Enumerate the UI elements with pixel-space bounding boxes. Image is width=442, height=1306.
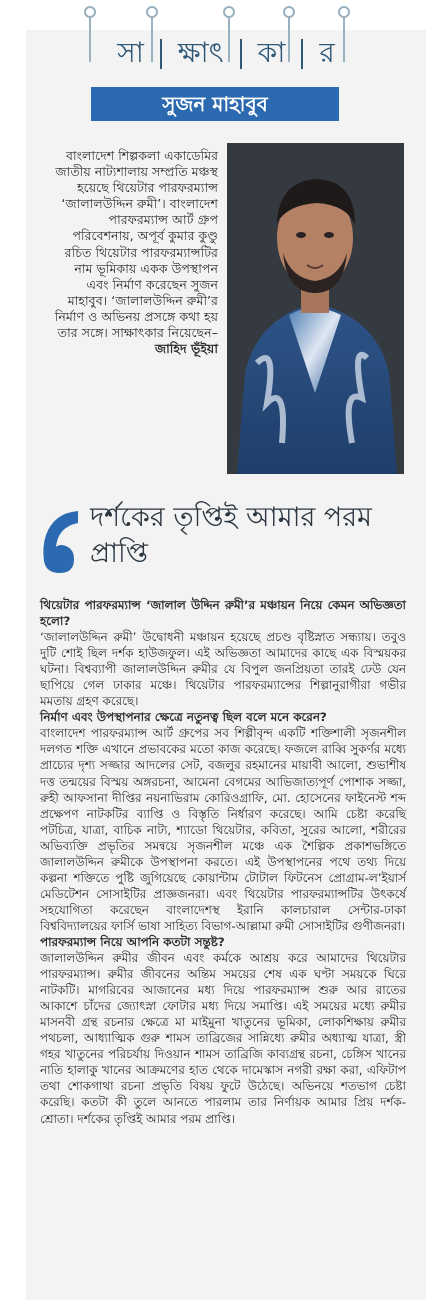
byline: সুজন মাহাবুব	[91, 87, 339, 121]
answer: ‘জালালউদ্দিন রুমী’ উদ্বোধনী মঞ্চায়ন হয়েছে প্রচণ্ড বৃষ্টিস্নাত সন্ধ্যায়। তবুও দুটি শোই ছিল দর্শক হাউজফুল। এই অভিজ্ঞতা আমাদের কাছে এক বিস্ময়কর ঘটনা। বিশ্বব্যাপী জালালউদ্দিন রুমীর যে বিপুল জনপ্রিয়তা তারই ঢেউ যেন ছাপিয়ে গেল ঢাকার মঞ্চে। থিয়েটার পারফরম্যান্সের শিল্পানুরাগীরা গভীর মমতায় গ্রহণ করেছে।	[40, 630, 406, 709]
section-title-syllable: ক্ষাৎ	[177, 35, 224, 69]
intro-paragraph	[50, 148, 218, 357]
portrait-photo	[227, 143, 404, 474]
answer: জালালউদ্দিন রুমীর জীবন এবং কর্মকে আশ্রয় করে আমাদের থিয়েটার পারফরম্যান্স। রুমীর জীবনের অন্তিম সময়ের শেষ এক ঘণ্টা সময়কে ঘিরে নাটকটি। মাগরিবের আজানের মধ্য দিয়ে পারফরম্যান্স শুরু আর রাতের আকাশে চাঁদের জ্যোৎস্না ফোটার মধ্য দিয়ে সমাপ্তি। এই সময়ের মধ্যে রুমীর মাসনবী গ্রন্থ রচনার ক্ষেত্রে মা মাইমুনা খাতুনের ভূমিকা, লোকশিক্ষায় রুমীর পথচলা, আধ্যাত্মিক গুরু শামস তাব্রিজের সান্নিধ্যে রুমীর অধ্যাত্ম যাত্রা, স্ত্রী গহর খাতুনের পরিচর্যায় দিওয়ান শামস তাব্রিজি কাব্যগ্রন্থ রচনা, চেঙ্গিস খানের নাতি হালাকু খানের আক্রমণের হাত থেকে দামেস্কাস নগরী রক্ষা করা, এফিটাপ তথা শোকগাথা রচনা প্রভৃতি বিষয় ফুটে উঠেছে। অভিনয়ে শতভাগ চেষ্টা করেছি। কতটা কী তুলে আনতে পারলাম তার নির্ণায়ক আমার প্রিয় দর্শক-শ্রোতা। দর্শকের তৃপ্তিই আমার পরম প্রাপ্তি।	[40, 951, 406, 1126]
answer: বাংলাদেশ পারফরম্যান্স আর্ট গ্রুপের সব শিল্পীবৃন্দ একটি শক্তিশালী সৃজনশীল দলগত শক্তি এখানে প্রভাবকের মতো কাজ করেছে। ফজলে রাব্বি সুকর্ণর মধ্যে প্রাচ্যের দৃশ্য সজ্জার আদলের সেট, বজলুর রহমানের মায়াবী আলো, শুভাশীষ দত্ত তন্ময়ের বিস্ময় অঙ্গরচনা, আমেনা বেগমের আভিজাত্যপূর্ণ পোশাক সজ্জা, রুহী আফসানা দীপ্তির নয়নাভিরাম কোরিওগ্রাফি, মো. হোসেনের ফাইনেস্ট শব্দ প্রক্ষেপণ নাটকটির ব্যাপ্তি ও বিস্তৃতি নির্ধারণ করেছে। আমি চেষ্টা করেছি পটচিত্র, যাত্রা, বাচিক নাট্য, শ্যাডো থিয়েটার, কবিতা, সুরের আলো, শরীরের অভিব্যক্তি প্রভৃতির সমন্বয়ে সৃজনশীল মঞ্চে এক শৈল্পিক প্রকাশভঙ্গিতে জালালউদ্দিন রুমীকে উপস্থাপনা করতে। এই উপস্থাপনের পথে তথ্য দিয়ে কল্পনা শক্তিতে পুষ্টি জুগিয়েছে কোয়ান্টাম টোটাল ফিটনেস প্রোগ্রাম-ল’ইয়ার্স মেডিটেশন সোসাইটির প্রাজ্ঞজনরা। এবং থিয়েটার পারফরম্যান্সটির উৎকর্ষে সহযোগিতা করেছেন বাংলাদেশস্থ ইরানি কালচারাল সেন্টার-ঢাকা বিশ্ববিদ্যালয়ের ফার্সি ভাষা সাহিত্য বিভাগ-আল্লামা রুমী সোসাইটির গুণীজনরা।	[40, 726, 406, 933]
intro-text: বাংলাদেশ শিল্পকলা একাডেমির জাতীয় নাট্যশালায় সম্প্রতি মঞ্চস্থ হয়েছে থিয়েটার পারফরম্যান্স ‘জালালউদ্দিন রুমী’। বাংলাদেশ পারফরম্যান্স আর্ট গ্রুপ পরিবেশনায়, অপূর্ব কুমার কুণ্ডু রচিত থিয়েটার পারফরম্যান্সটির নাম ভূমিকায় একক উপস্থাপন এবং নির্মাণ করেছেন সুজন মাহাবুব। ‘জালালউদ্দিন রুমী’র নির্মাণ ও অভিনয় প্রসঙ্গে কথা হয় তার সঙ্গে। সাক্ষাৎকার নিয়েছেন–	[54, 148, 218, 341]
interviewer-name: জাহিদ ভূঁইয়া	[154, 341, 218, 357]
section-title	[26, 36, 426, 72]
section-title-syllable: কা	[257, 35, 286, 69]
headline: দর্শকের তৃপ্তিই আমার পরম প্রাপ্তি	[90, 502, 373, 569]
question: নির্মাণ এবং উপস্থাপনার ক্ষেত্রে নতুনত্ব ছিল বলে মনে করেন?	[40, 710, 327, 725]
quote-icon	[40, 505, 82, 577]
portrait-illustration	[227, 143, 404, 474]
question: থিয়েটার পারফরম্যান্স ‘জালাল উদ্দিন রুমী’র মঞ্চায়ন নিয়ে কেমন অভিজ্ঞতা হলো?	[40, 598, 406, 629]
interview-body	[40, 597, 406, 1127]
question: পারফরম্যান্স নিয়ে আপনি কতটা সন্তুষ্ট?	[40, 934, 225, 949]
section-title-syllable: র	[319, 35, 335, 69]
section-title-syllable: সা	[117, 35, 144, 69]
